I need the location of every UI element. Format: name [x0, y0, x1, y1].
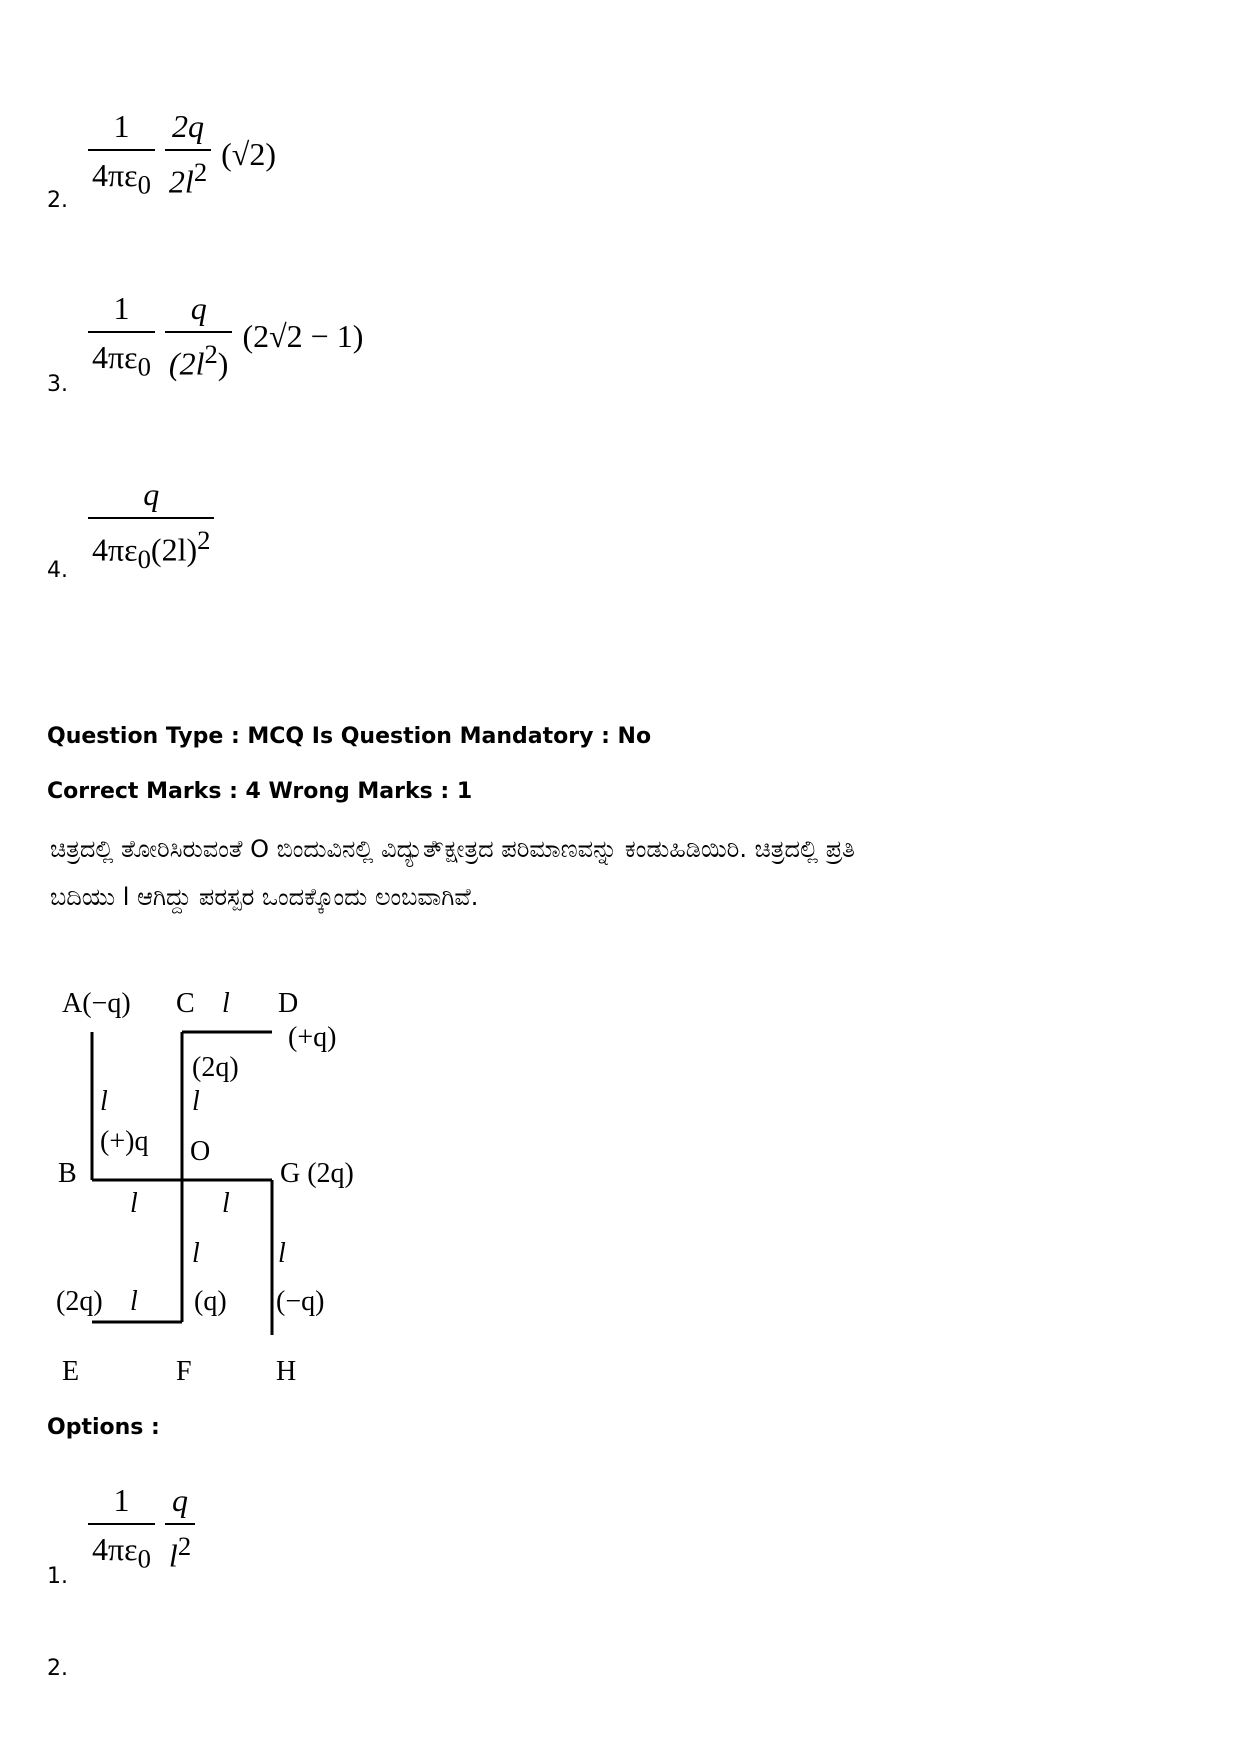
option-number: 2. [47, 188, 68, 213]
label-f-charge: (q) [194, 1286, 227, 1317]
label-e: E [62, 1356, 80, 1387]
label-l-hv: l [278, 1238, 286, 1269]
marks-line: Correct Marks : 4 Wrong Marks : 1 [47, 779, 473, 804]
label-h-charge: (−q) [276, 1286, 325, 1317]
label-c: C [176, 988, 195, 1019]
option-number: 3. [47, 372, 68, 397]
option-number: 4. [47, 558, 68, 583]
label-d-charge: (+q) [288, 1022, 337, 1053]
label-l-bot: l [130, 1286, 138, 1317]
label-c-charge: (2q) [192, 1052, 239, 1083]
label-b-charge: (+)q [100, 1126, 149, 1157]
label-o: O [190, 1136, 211, 1167]
label-b: B [58, 1158, 77, 1189]
options-label: Options : [47, 1415, 160, 1440]
label-f: F [176, 1356, 192, 1387]
label-l-top: l [222, 988, 230, 1019]
question-text-line: ಚಿತ್ರದಲ್ಲಿ ತೋರಿಸಿರುವಂತೆ O ಬಿಂದುವಿನಲ್ಲಿ ವಿದ್ಯುತ್ಕ್ಷೇತ್ರದ ಪರಿಮಾಣವನ್ನು ಕಂಡುಹಿಡಿಯಿರಿ. ಚಿತ್ರದಲ್ಲಿ ಪ್ರತಿ [50, 835, 855, 863]
question-text-line: ಬದಿಯು l ಆಗಿದ್ದು ಪರಸ್ಪರ ಒಂದಕ್ಕೊಂದು ಲಂಬವಾಗಿವೆ. [50, 883, 479, 911]
option-formula: $\frac{1}{4\pi\varepsilon_0}$ $\frac{2q}{2l^2}$ (√2) [88, 108, 276, 201]
charge-diagram [50, 980, 370, 1400]
question-type-line: Question Type : MCQ Is Question Mandatory : No [47, 724, 652, 749]
option-formula: $\frac{q}{4\pi\varepsilon_0(2l)^2}$ [88, 476, 224, 575]
option-number: 1. [47, 1564, 68, 1589]
option-formula: $\frac{1}{4\pi\varepsilon_0}$ $\frac{q}{(2l^2)}$ (2√2 − 1) [88, 290, 363, 383]
label-l-fv: l [192, 1238, 200, 1269]
label-l-mid: l [192, 1086, 200, 1117]
label-a: A(−q) [62, 988, 131, 1019]
option-number: 2. [47, 1656, 68, 1681]
label-d: D [278, 988, 299, 1019]
label-l-br: l [222, 1188, 230, 1219]
label-g: G (2q) [280, 1158, 354, 1189]
question-text [50, 825, 950, 921]
option-formula: $\frac{1}{4\pi\varepsilon_0}$ $\frac{q}{l^2}$ [88, 1482, 205, 1575]
label-l-left: l [100, 1086, 108, 1117]
label-h: H [276, 1356, 297, 1387]
label-l-bl: l [130, 1188, 138, 1219]
label-e-charge: (2q) [56, 1286, 103, 1317]
